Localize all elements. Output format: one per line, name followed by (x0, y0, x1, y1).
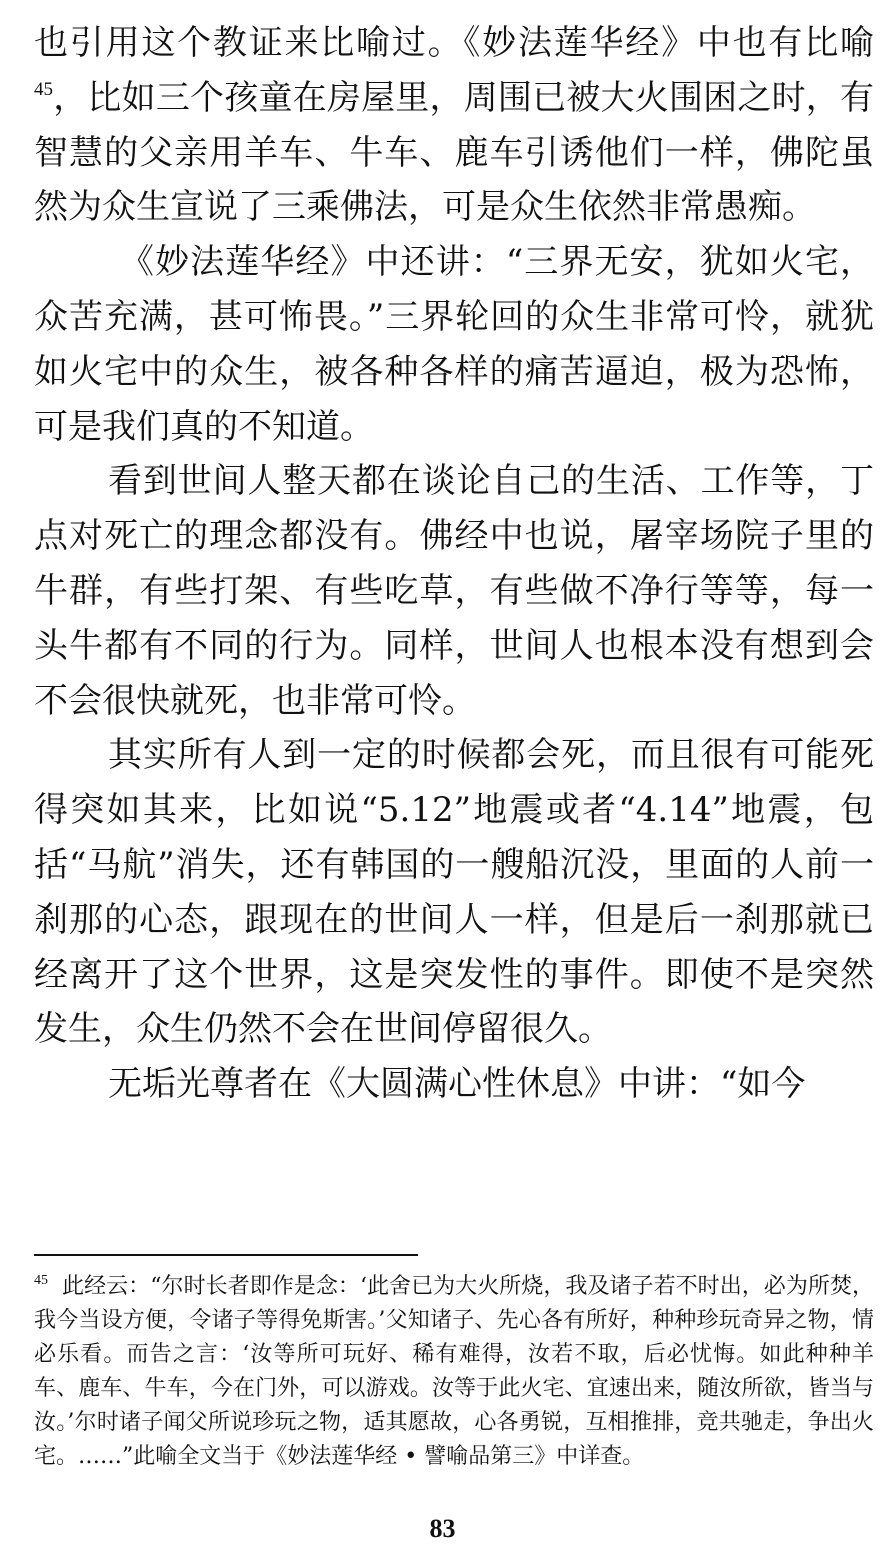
footnote-text: 此经云：“尔时长者即作是念：‘此舍已为大火所烧，我及诸子若不时出，必为所焚，我今当设方便，令诸子等得免斯害。’父知诸子、先心各有所好，种种珍玩奇异之物，情必乐看。而告之言：‘汝等所可玩好、稀有难得，汝若不取，后必忧悔。如此种种羊车、鹿车、牛车，今在门外，可以游戏。汝等于此火宅、宜速出来，随汝所欲，皆当与汝。’尔时诸子闻父所说珍玩之物，适其愿故，心各勇锐，互相推排，竞共驰走，争出火宅。……”此喻全文当于《妙法莲华经 • 譬喻品第三》中详查。 (34, 1274, 874, 1469)
footnote (34, 1270, 874, 1474)
footnote-number: 45 (34, 1273, 48, 1288)
page-number: 83 (429, 1514, 456, 1543)
main-text (34, 16, 874, 1112)
paragraph-1-text-a: 也引用这个教证来比喻过。《妙法莲华经》中也有比喻 (34, 23, 874, 63)
paragraph-3: 看到世间人整天都在谈论自己的生活、工作等，丁点对死亡的理念都没有。佛经中也说，屠宰场院子里的牛群，有些打架、有些吃草，有些做不净行等等，每一头牛都有不同的行为。同样，世间人也根本没有想到会不会很快就死，也非常可怜。 (34, 461, 874, 721)
footnote-divider (34, 1254, 418, 1256)
paragraph-5: 无垢光尊者在《大圆满心性休息》中讲：“如今 (108, 1064, 806, 1105)
paragraph-1-text-b: ，比如三个孩童在房屋里，周围已被大火围困之时，有智慧的父亲用羊车、牛车、鹿车引诱他们一样，佛陀虽然为众生宣说了三乘佛法，可是众生依然非常愚痴。 (34, 77, 874, 228)
footnote-reference: 45 (34, 78, 53, 100)
paragraph-1 (34, 16, 874, 235)
paragraph-2: 《妙法莲华经》中还讲：“三界无安，犹如火宅，众苦充满，甚可怖畏。”三界轮回的众生非常可怜，就犹如火宅中的众生，被各种各样的痛苦逼迫，极为恐怖，可是我们真的不知道。 (34, 242, 874, 447)
paragraph-4: 其实所有人到一定的时候都会死，而且很有可能死得突如其来，比如说“5.12”地震或者“4.14”地震，包括“马航”消失，还有韩国的一艘船沉没，里面的人前一刹那的心态，跟现在的世间人一样，但是后一刹那就已经离开了这个世界，这是突发性的事件。即使不是突然发生，众生仍然不会在世间停留很久。 (34, 735, 874, 1050)
